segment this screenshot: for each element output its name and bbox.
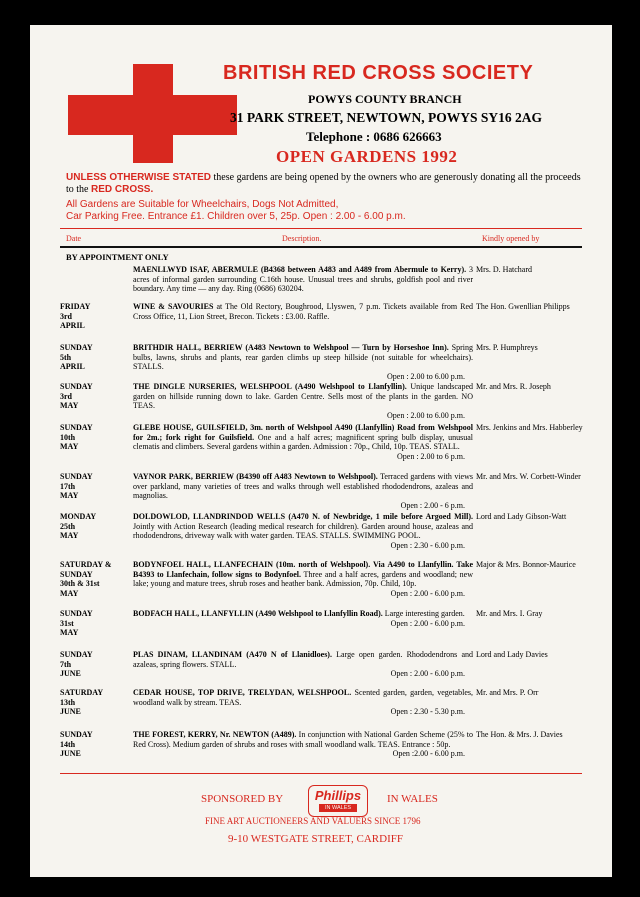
entry-month: JUNE: [60, 669, 81, 678]
entry-day-number: 7th: [60, 659, 72, 669]
entry-host: The Hon. & Mrs. J. Davies: [476, 730, 563, 739]
entry-month: MAY: [60, 588, 79, 598]
in-wales-label: IN WALES: [387, 793, 438, 805]
entry-description: [133, 343, 473, 381]
entry-day-number: 3rd: [60, 311, 72, 321]
entry-details: at The Old Rectory, Boughrood, Llyswen, 7 p.m. Tickets available from Red Cross Office, 11, Lion Street, Brecon. Tickets : £3.00. Raffle.: [133, 302, 473, 321]
entry-month: JUNE: [60, 707, 81, 716]
entry-garden-name: WINE & SAVOURIES: [133, 302, 214, 311]
entry-day: SUNDAY: [60, 730, 93, 739]
entry-host: Mr. and Mrs. R. Joseph: [476, 382, 551, 391]
entry-date: [60, 423, 130, 452]
intro-text: these gardens are being opened by the owners who are generously donating all the proceeds to the: [66, 172, 581, 195]
entry-description: [133, 423, 473, 461]
entry-opening-time: Open :2.00 - 6.00 p.m.: [392, 749, 465, 758]
entry-garden-name: PLAS DINAM, LLANDINAM (A470 N of Llanidloes).: [133, 650, 332, 659]
entry-month: APRIL: [60, 321, 85, 330]
header-rule-bottom: [60, 246, 582, 248]
entry-description: [133, 730, 473, 759]
entry-day: FRIDAY: [60, 302, 91, 311]
entry-month: MAY: [60, 491, 79, 500]
entry-garden-name: THE FOREST, KERRY, Nr. NEWTON (A489).: [133, 730, 297, 739]
intro-paragraph: [66, 172, 586, 196]
entry-date: [60, 382, 130, 411]
branch-address: 31 PARK STREET, NEWTOWN, POWYS SY16 2AG: [230, 110, 543, 125]
entry-day: SATURDAY & SUNDAY: [60, 560, 112, 579]
entry-day: MONDAY: [60, 512, 97, 521]
entry-opening-time: Open : 2.00 - 6.00 p.m.: [390, 588, 465, 598]
entry-details: Terraced gardens with views over parkland, many varieties of trees and walks through well established rhododendrons, azaleas and magnolias.: [133, 472, 473, 500]
entry-day-number: 30th & 31st: [60, 579, 100, 588]
entry-description: [133, 472, 473, 510]
entry-garden-name: CEDAR HOUSE, TOP DRIVE, TRELYDAN, WELSHPOOL.: [133, 688, 352, 697]
column-header-host: Kindly opened by: [482, 234, 540, 243]
entry-host: Lord and Lady Gibson-Watt: [476, 512, 567, 521]
column-header-description: Description.: [282, 234, 322, 243]
entry-month: JUNE: [60, 749, 81, 758]
entry-date: [60, 512, 130, 541]
entry-day: SUNDAY: [60, 343, 93, 352]
entry-host: Mrs. D. Hatchard: [476, 265, 532, 274]
entry-garden-name: MAENLLWYD ISAF, ABERMULE (B4368 between A483 and A489 from Abermule to Kerry).: [133, 265, 467, 274]
poster-sheet: [30, 25, 612, 877]
entry-date: [60, 609, 130, 638]
entry-details: Unique landscaped garden on hillside running down to lake. Garden Centre. Sells most of the plants in the garden. NO TEAS.: [133, 382, 474, 410]
entry-day-number: 31st: [60, 618, 74, 628]
page-title: BRITISH RED CROSS SOCIETY: [223, 62, 534, 84]
entry-day-number: 14th: [60, 739, 76, 749]
entry-garden-name: DOLDOWLOD, LLANDRINDOD WELLS (A470 N. of Newbridge, 1 mile before Argoed Mill).: [133, 512, 473, 521]
branch-name: POWYS COUNTY BRANCH: [308, 92, 462, 106]
entry-day: SUNDAY: [60, 382, 93, 391]
entry-month: MAY: [60, 628, 79, 637]
sponsor-tagline: FINE ART AUCTIONEERS AND VALUERS SINCE 1796: [205, 816, 421, 826]
entry-opening-time: Open : 2.00 to 6.00 p.m.: [387, 410, 465, 420]
entry-month: APRIL: [60, 362, 85, 371]
entry-day-number: 17th: [60, 481, 76, 491]
entry-opening-time: Open : 2.30 - 5.30 p.m.: [390, 707, 465, 716]
entry-garden-name: BRITHDIR HALL, BERRIEW (A483 Newtown to Welshpool — Turn by Horseshoe Inn).: [133, 343, 449, 352]
entry-host: Mrs. P. Humphreys: [476, 343, 538, 352]
entry-garden-name: BODYNFOEL HALL, LLANFECHAIN (10m. north of Welshpool). Via A490 to Llanfyllin. Take B4393 to Llanfechain, follow signs to Bodynfoel.: [133, 560, 473, 579]
entry-day-number: 5th: [60, 352, 72, 362]
entry-day: SUNDAY: [60, 650, 93, 659]
entry-garden-name: THE DINGLE NURSERIES, WELSHPOOL (A490 Welshpool to Llanfyllin).: [133, 382, 407, 391]
telephone: Telephone : 0686 626663: [306, 129, 442, 144]
entry-day-number: 10th: [60, 432, 76, 442]
phillips-logo: [308, 785, 368, 817]
entry-description: [133, 382, 473, 420]
entry-host: Lord and Lady Davies: [476, 650, 548, 659]
entry-opening-time: Open : 2.30 - 6.00 p.m.: [390, 540, 465, 550]
entry-month: MAY: [60, 401, 79, 410]
entry-day-number: 25th: [60, 521, 76, 531]
entry-day: SUNDAY: [60, 609, 93, 618]
entry-day-number: 13th: [60, 697, 76, 707]
visitor-notes: [66, 199, 586, 223]
entry-details: Three and a half acres, gardens and woodland; new lake; young and mature trees, shrub roses and heather bank. Admission, 70p. Child, 10p.: [133, 569, 474, 588]
event-title: OPEN GARDENS 1992: [276, 147, 458, 166]
header-rule-top: [60, 228, 582, 229]
entry-opening-time: Open : 2.00 to 6.00 p.m.: [387, 371, 465, 381]
entry-day: SUNDAY: [60, 472, 93, 481]
entry-host: Major & Mrs. Bonnor-Maurice: [476, 560, 576, 569]
entry-details: In conjunction with National Garden Scheme (25% to Red Cross). Medium garden of shrubs and roses with small woodland walk. TEAS. Entrance : 50p.: [133, 730, 474, 749]
entry-description: [133, 688, 473, 717]
column-header-date: Date: [66, 234, 82, 243]
entry-date: [60, 650, 130, 679]
appointment-heading: BY APPOINTMENT ONLY: [66, 252, 169, 262]
entry-description: [133, 560, 473, 598]
entry-month: MAY: [60, 442, 79, 451]
entry-description: [133, 650, 473, 679]
sponsored-by-label: SPONSORED BY: [201, 793, 284, 805]
footer-rule: [60, 773, 582, 774]
phillips-logo-name: Phillips: [314, 788, 362, 803]
entry-day: SATURDAY: [60, 688, 104, 697]
red-cross-emblem: [68, 64, 237, 163]
entry-description: [133, 512, 473, 550]
entry-garden-name: VAYNOR PARK, BERRIEW (B4390 off A483 Newtown to Welshpool).: [133, 472, 378, 481]
entry-details: Spring bulbs, lawns, shrubs and plants, rear garden climbs up steep hillside (not suitable for wheelchairs). STALLS.: [133, 343, 473, 371]
notes-line-1: All Gardens are Suitable for Wheelchairs, Dogs Not Admitted,: [66, 199, 339, 210]
red-cross-horizontal-bar: [68, 95, 237, 135]
entry-host: The Hon. Gwenllian Philipps: [476, 302, 570, 311]
entry-garden-name: BODFACH HALL, LLANFYLLIN (A490 Welshpool to Llanfyllin Road).: [133, 609, 383, 618]
entry-host: Mrs. Jenkins and Mrs. Habberley: [476, 423, 583, 432]
entry-host: Mr. and Mrs. P. Orr: [476, 688, 539, 697]
entry-details: 3 acres of informal garden surrounding C.16th house. Unusual trees and shrubs, goldfish pool and river boundary. Any time — any day. Ring (0686) 630204.: [133, 265, 474, 293]
entry-details: Jointly with Action Research (leading medical research for children). Garden around house, azaleas and rhododendrons, driveway walk with water garden. TEAS. STALLS. SWIMMING POOL.: [133, 521, 473, 540]
entry-month: MAY: [60, 531, 79, 540]
entry-opening-time: Open : 2.00 - 6.00 p.m.: [390, 618, 465, 628]
phillips-logo-sub: IN WALES: [319, 804, 357, 812]
entry-details: Large open garden. Rhododendrons and azaleas, spring flowers. STALL.: [133, 650, 473, 669]
entry-opening-time: Open : 2.00 to 6 p.m.: [397, 451, 465, 461]
entry-host: Mr. and Mrs. I. Gray: [476, 609, 543, 618]
entry-garden-name: GLEBE HOUSE, GUILSFIELD, 3m. north of Welshpool A490 (Llanfyllin) Road from Welshpool for 2m.; fork right for Guilsfield.: [133, 423, 473, 442]
entry-description: [133, 265, 473, 294]
notes-line-2: Car Parking Free. Entrance £1. Children over 5, 25p. Open : 2.00 - 6.00 p.m.: [66, 211, 406, 222]
entry-details: Scented garden, garden, vegetables, woodland walk by stream. TEAS.: [133, 688, 473, 707]
entry-description: [133, 302, 473, 321]
entry-details: One and a half acres; magnificent spring bulb display, unusual clematis and climbers. Several gardens within a garden. Admission : 70p., Child, 10p. TEAS. STALL.: [133, 432, 473, 451]
entry-date: [60, 472, 130, 501]
entry-date: [60, 302, 130, 331]
entry-date: [60, 560, 130, 598]
entry-day-number: 3rd: [60, 391, 72, 401]
entry-description: [133, 609, 473, 628]
sponsor-address: 9-10 WESTGATE STREET, CARDIFF: [228, 833, 403, 845]
entry-host: Mr. and Mrs. W. Corbett-Winder: [476, 472, 581, 481]
entry-date: [60, 343, 130, 372]
entry-date: [60, 730, 130, 759]
entry-opening-time: Open : 2.00 - 6 p.m.: [400, 500, 465, 510]
intro-lead: UNLESS OTHERWISE STATED: [66, 172, 212, 183]
intro-org: RED CROSS.: [91, 184, 154, 195]
entry-details: Large interesting garden.: [382, 609, 465, 618]
entry-date: [60, 688, 130, 717]
entry-opening-time: Open : 2.00 - 6.00 p.m.: [390, 669, 465, 678]
entry-day: SUNDAY: [60, 423, 93, 432]
